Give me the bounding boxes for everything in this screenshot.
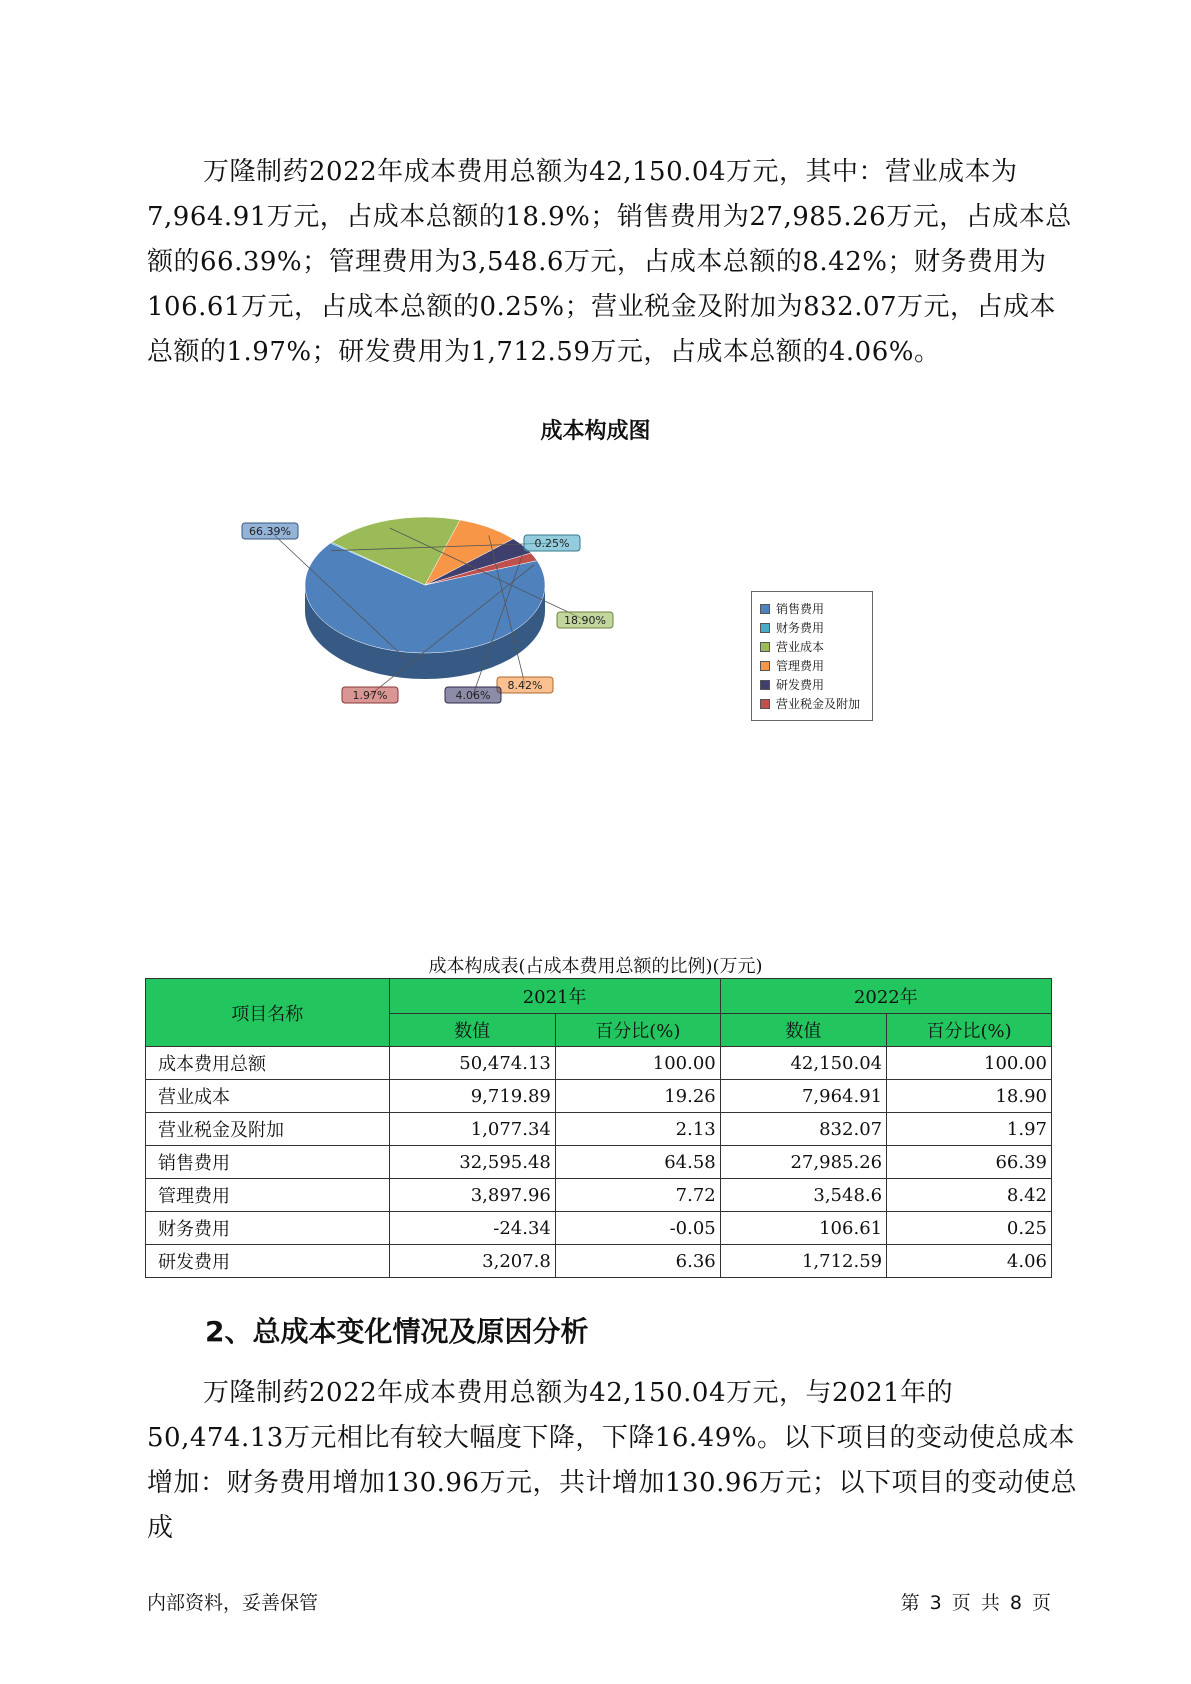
percent-2021: 19.26 [555, 1080, 720, 1113]
legend-item [760, 694, 864, 713]
legend-swatch [760, 661, 770, 671]
value-2021: 3,207.8 [389, 1245, 555, 1278]
percent-2021: 7.72 [555, 1179, 720, 1212]
chart-title: 成本构成图 [540, 419, 651, 444]
pie-data-label: 0.25% [534, 537, 570, 550]
pie-chart [240, 500, 606, 702]
header-year-2022: 2022年 [720, 979, 1051, 1014]
percent-2021: 2.13 [555, 1113, 720, 1146]
footer-confidential: 内部资料，妥善保管 [147, 1592, 319, 1614]
legend-swatch [760, 642, 770, 652]
cost-table [145, 978, 1052, 1278]
pie-data-label: 18.90% [564, 614, 606, 627]
legend-swatch [760, 623, 770, 633]
value-2022: 3,548.6 [720, 1179, 886, 1212]
legend-label: 销售费用 [776, 602, 825, 616]
row-name: 财务费用 [146, 1212, 390, 1245]
row-name: 营业成本 [146, 1080, 390, 1113]
pie-data-label: 8.42% [507, 679, 543, 692]
value-2022: 42,150.04 [720, 1047, 886, 1080]
subheader-value: 数值 [720, 1014, 886, 1047]
row-name: 研发费用 [146, 1245, 390, 1278]
table-caption: 成本构成表(占成本费用总额的比例)(万元) [428, 956, 763, 977]
value-2021: 50,474.13 [389, 1047, 555, 1080]
legend-swatch [760, 680, 770, 690]
value-2021: 1,077.34 [389, 1113, 555, 1146]
value-2021: 9,719.89 [389, 1080, 555, 1113]
percent-2021: 100.00 [555, 1047, 720, 1080]
percent-2021: 6.36 [555, 1245, 720, 1278]
legend-label: 财务费用 [776, 621, 825, 635]
value-2022: 832.07 [720, 1113, 886, 1146]
percent-2022: 4.06 [887, 1245, 1052, 1278]
percent-2022: 1.97 [887, 1113, 1052, 1146]
chart-legend [751, 591, 873, 721]
legend-label: 营业税金及附加 [776, 697, 861, 711]
table-row [146, 1146, 1052, 1179]
legend-item [760, 675, 864, 694]
table-row [146, 1212, 1052, 1245]
legend-label: 管理费用 [776, 659, 825, 673]
row-name: 管理费用 [146, 1179, 390, 1212]
subheader-value: 数值 [389, 1014, 555, 1047]
table-row [146, 1080, 1052, 1113]
value-2022: 27,985.26 [720, 1146, 886, 1179]
table-row [146, 1113, 1052, 1146]
legend-label: 营业成本 [776, 640, 825, 654]
value-2021: 32,595.48 [389, 1146, 555, 1179]
pie-data-label: 1.97% [352, 689, 388, 702]
header-year-2021: 2021年 [389, 979, 720, 1014]
pie-data-label: 66.39% [249, 525, 291, 538]
legend-item [760, 656, 864, 675]
intro-paragraph: 万隆制药2022年成本费用总额为42,150.04万元，其中：营业成本为7,964.91万元，占成本总额的18.9%；销售费用为27,985.26万元，占成本总额的66.39%；管理费用为3,548.6万元，占成本总额的8.42%；财务费用为106.61万元，占成本总额的0.25%；营业税金及附加为832.07万元，占成本总额的1.97%；研发费用为1,712.59万元，占成本总额的4.06%。 [147, 157, 1072, 367]
subheader-percent: 百分比(%) [555, 1014, 720, 1047]
row-name: 营业税金及附加 [146, 1113, 390, 1146]
value-2021: 3,897.96 [389, 1179, 555, 1212]
legend-label: 研发费用 [776, 678, 825, 692]
percent-2022: 100.00 [887, 1047, 1052, 1080]
legend-item [760, 637, 864, 656]
value-2022: 106.61 [720, 1212, 886, 1245]
row-name: 销售费用 [146, 1146, 390, 1179]
legend-item [760, 618, 864, 637]
pie-data-label: 4.06% [455, 689, 491, 702]
header-item-name: 项目名称 [146, 979, 390, 1047]
percent-2022: 0.25 [887, 1212, 1052, 1245]
legend-swatch [760, 604, 770, 614]
value-2022: 7,964.91 [720, 1080, 886, 1113]
row-name: 成本费用总额 [146, 1047, 390, 1080]
table-row [146, 1047, 1052, 1080]
footer-page-number: 第 3 页 共 8 页 [900, 1592, 1051, 1614]
analysis-paragraph: 万隆制药2022年成本费用总额为42,150.04万元，与2021年的50,474.13万元相比有较大幅度下降，下降16.49%。以下项目的变动使总成本增加：财务费用增加130.96万元，共计增加130.96万元；以下项目的变动使总成 [147, 1378, 1077, 1543]
percent-2022: 18.90 [887, 1080, 1052, 1113]
value-2022: 1,712.59 [720, 1245, 886, 1278]
table-row [146, 1245, 1052, 1278]
subheader-percent: 百分比(%) [887, 1014, 1052, 1047]
percent-2022: 66.39 [887, 1146, 1052, 1179]
percent-2021: 64.58 [555, 1146, 720, 1179]
section-heading: 2、总成本变化情况及原因分析 [205, 1315, 589, 1348]
value-2021: -24.34 [389, 1212, 555, 1245]
percent-2021: -0.05 [555, 1212, 720, 1245]
percent-2022: 8.42 [887, 1179, 1052, 1212]
legend-item [760, 599, 864, 618]
legend-swatch [760, 699, 770, 709]
table-row [146, 1179, 1052, 1212]
